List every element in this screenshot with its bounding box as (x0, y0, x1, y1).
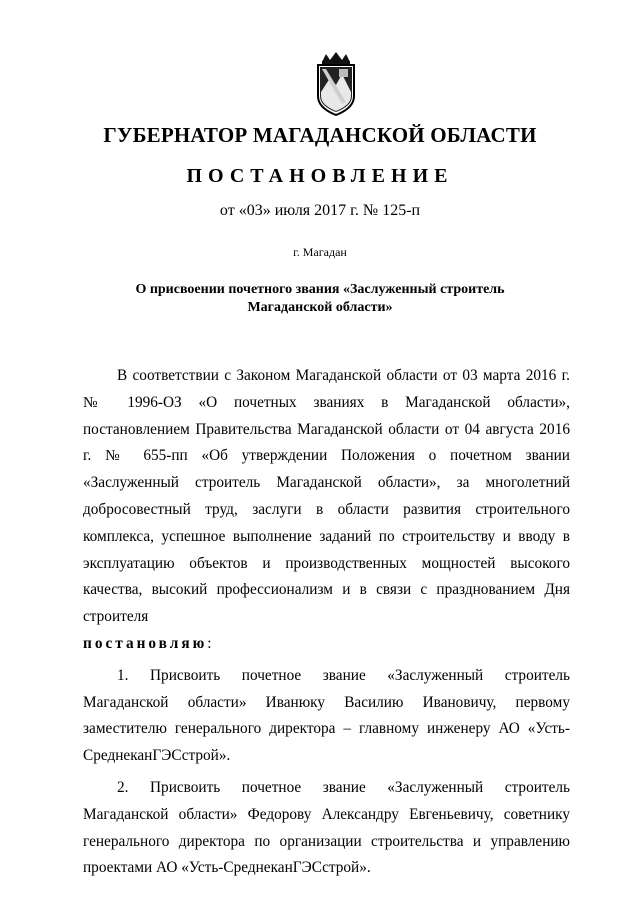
document-city: г. Магадан (293, 245, 347, 259)
decide-word: постановляю (83, 634, 208, 652)
decide-colon: : (207, 634, 212, 652)
document-subject (80, 281, 560, 317)
authority-title: ГУБЕРНАТОР МАГАДАНСКОЙ ОБЛАСТИ (103, 123, 537, 147)
document-date-number: от «03» июля 2017 г. № 125-п (219, 202, 421, 219)
decide-line (83, 631, 570, 658)
preamble-paragraph: В соответствии с Законом Магаданской области от 03 марта 2016 г. № 1996-ОЗ «О почетных званиях в Магаданской области», постановлением Правительства Магаданской области от 04 августа 2016 г. № 655-пп «Об утверждении Положения о почетном звании «Заслуженный строитель Магаданской области», за многолетний добросовестный труд, заслуги в области развития строительного комплекса, успешное выполнение заданий по строительству и вводу в эксплуатацию объектов и производственных мощностей высокого качества, высокий профессионализм и в связи с празднованием Дня строителя (83, 367, 570, 626)
item-1-paragraph: 1. Присвоить почетное звание «Заслуженный строитель Магаданской области» Иванюку Василию Ивановичу, первому заместителю генерального директора – главному инженеру АО «Усть-СреднеканГЭСстрой». (83, 666, 570, 765)
subject-line-2: Магаданской области» (247, 300, 393, 315)
document-body (83, 363, 570, 882)
document-type: ПОСТАНОВЛЕНИЕ (186, 165, 454, 187)
coat-of-arms-icon (310, 52, 362, 116)
item-2-paragraph: 2. Присвоить почетное звание «Заслуженный строитель Магаданской области» Федорову Александру Евгеньевичу, советнику генерального директора по организации строительства и управлению проектами АО «Усть-СреднеканГЭСстрой». (83, 778, 570, 877)
subject-line-1: О присвоении почетного звания «Заслуженный строитель (135, 282, 505, 297)
